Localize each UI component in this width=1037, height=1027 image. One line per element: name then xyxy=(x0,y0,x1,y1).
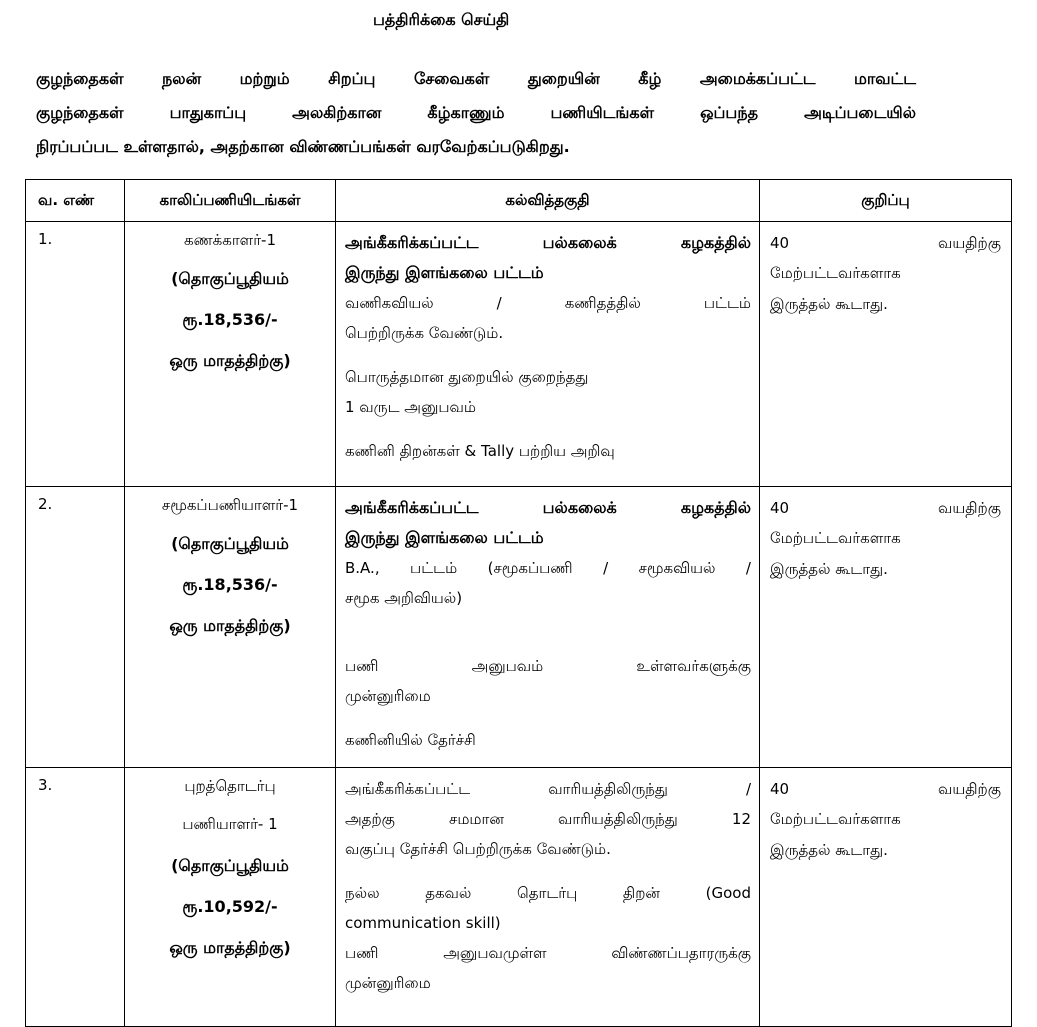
pay-amount: ரூ.18,536/- xyxy=(182,575,278,594)
post-name-line-2: பணியாளர்- 1 xyxy=(182,815,278,833)
intro-line-1: குழந்தைகள் நலன் மற்றும் சிறப்பு சேவைகள் துறையின் கீழ் அமைக்கப்பட்ட மாவட்ட xyxy=(36,69,916,88)
header-qualification: கல்வித்தகுதி xyxy=(336,180,760,222)
note-text: இருத்தல் கூடாது. xyxy=(770,295,888,313)
qual-line: வகுப்பு தேர்ச்சி பெற்றிருக்க வேண்டும். xyxy=(345,840,611,858)
table-row xyxy=(26,222,1012,487)
qual-line: சமூக அறிவியல்) xyxy=(345,589,463,607)
qual-line: கணினி திறன்கள் & Tally பற்றிய அறிவு xyxy=(345,442,615,460)
note-text: மேற்பட்டவர்களாக xyxy=(770,810,901,828)
note-text: இருத்தல் கூடாது. xyxy=(770,560,888,578)
intro-line-3: நிரப்பப்பட உள்ளதால், அதற்கான விண்ணப்பங்கள் வரவேற்கப்படுகிறது. xyxy=(36,137,570,156)
post-name: கணக்காளர்-1 xyxy=(183,231,277,249)
remarks-cell xyxy=(760,768,1012,1027)
pay-period: ஒரு மாதத்திற்கு) xyxy=(169,938,291,957)
pay-period: ஒரு மாதத்திற்கு) xyxy=(169,351,291,370)
qualification-cell xyxy=(336,222,760,487)
vacancy-table xyxy=(25,179,1012,1027)
remarks-cell xyxy=(760,487,1012,768)
serial-no-cell: 1. xyxy=(26,222,125,487)
qual-line: communication skill) xyxy=(345,914,501,932)
remarks-cell xyxy=(760,222,1012,487)
qual-line: அங்கீகரிக்கப்பட்ட பல்கலைக் கழகத்தில் xyxy=(345,233,751,252)
qual-line: அங்கீகரிக்கப்பட்ட வாரியத்திலிருந்து / xyxy=(345,780,751,798)
pay-period: ஒரு மாதத்திற்கு) xyxy=(169,616,291,635)
qual-line: கணினியில் தேர்ச்சி xyxy=(345,731,476,749)
qualification-cell xyxy=(336,487,760,768)
qual-line: 1 வருட அனுபவம் xyxy=(345,398,476,416)
note-text: மேற்பட்டவர்களாக xyxy=(770,264,901,282)
header-remarks: குறிப்பு xyxy=(760,180,1012,222)
note-text: வயதிற்கு xyxy=(938,499,1001,517)
note-text: இருத்தல் கூடாது. xyxy=(770,841,888,859)
qual-line: முன்னுரிமை xyxy=(345,687,431,705)
intro-line-2: குழந்தைகள் பாதுகாப்பு அலகிற்கான கீழ்காணும் பணியிடங்கள் ஒப்பந்த அடிப்படையில் xyxy=(36,103,916,122)
qual-line: வணிகவியல் / கணிதத்தில் பட்டம் xyxy=(345,294,751,312)
qual-line: அங்கீகரிக்கப்பட்ட பல்கலைக் கழகத்தில் xyxy=(345,498,751,517)
table-row xyxy=(26,487,1012,768)
qualification-cell xyxy=(336,768,760,1027)
qual-line: இருந்து இளங்கலை பட்டம் xyxy=(345,263,544,282)
header-serial-no: வ. எண் xyxy=(26,180,125,222)
post-cell xyxy=(125,222,336,487)
serial-no-cell: 3. xyxy=(26,768,125,1027)
intro-paragraph xyxy=(36,62,916,164)
post-name: புறத்தொடர்பு xyxy=(184,777,276,795)
note-text: வயதிற்கு xyxy=(938,780,1001,798)
post-cell xyxy=(125,487,336,768)
qual-line: நல்ல தகவல் தொடர்பு திறன் (Good xyxy=(345,884,751,902)
pay-amount: ரூ.18,536/- xyxy=(182,310,278,329)
qual-line: பொருத்தமான துறையில் குறைந்தது xyxy=(345,368,589,386)
page-title: பத்திரிக்கை செய்தி xyxy=(373,10,510,29)
age-limit: 40 xyxy=(770,234,790,252)
qual-line: அதற்கு சமமான வாரியத்திலிருந்து 12 xyxy=(345,810,751,828)
note-text: வயதிற்கு xyxy=(938,234,1001,252)
header-vacancies: காலிப்பணியிடங்கள் xyxy=(125,180,336,222)
qual-line: முன்னுரிமை xyxy=(345,974,431,992)
age-limit: 40 xyxy=(770,499,790,517)
age-limit: 40 xyxy=(770,780,790,798)
post-name: சமூகப்பணியாளர்-1 xyxy=(161,496,299,514)
qual-line: பணி அனுபவமுள்ள விண்ணப்பதாரருக்கு xyxy=(345,944,751,962)
table-header-row xyxy=(26,180,1012,222)
qual-line: பணி அனுபவம் உள்ளவர்களுக்கு xyxy=(345,657,751,675)
pay-label: (தொகுப்பூதியம் xyxy=(171,534,289,553)
qual-line: B.A., பட்டம் (சமூகப்பணி / சமூகவியல் / xyxy=(345,559,751,577)
pay-label: (தொகுப்பூதியம் xyxy=(171,269,289,288)
qual-line: இருந்து இளங்கலை பட்டம் xyxy=(345,528,544,547)
table-row xyxy=(26,768,1012,1027)
pay-amount: ரூ.10,592/- xyxy=(182,897,278,916)
qual-line: பெற்றிருக்க வேண்டும். xyxy=(345,324,504,342)
pay-label: (தொகுப்பூதியம் xyxy=(171,856,289,875)
note-text: மேற்பட்டவர்களாக xyxy=(770,529,901,547)
post-cell xyxy=(125,768,336,1027)
serial-no-cell: 2. xyxy=(26,487,125,768)
